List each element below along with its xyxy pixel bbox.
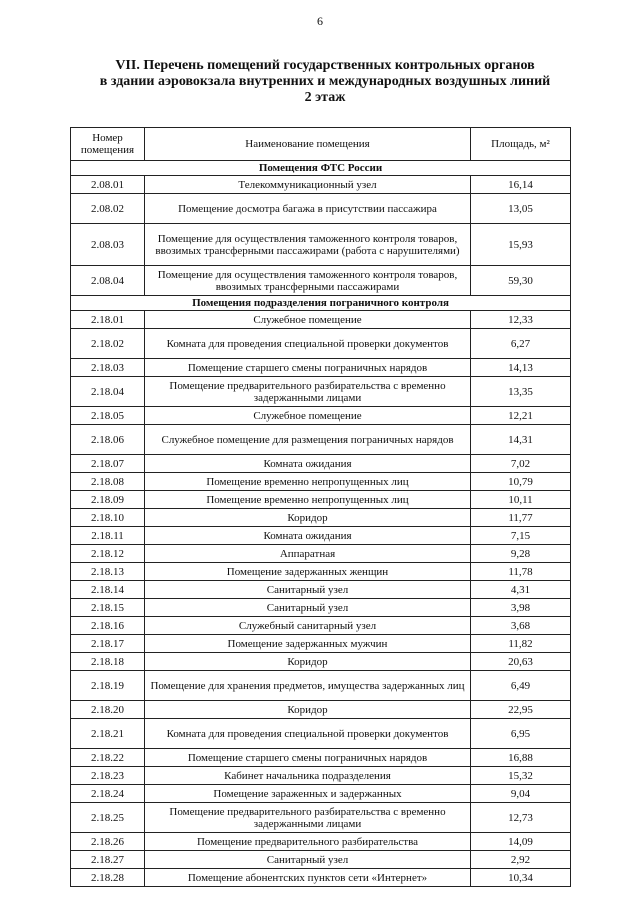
cell-room-number: 2.18.22 — [71, 749, 145, 767]
table-row — [71, 491, 571, 509]
cell-room-name: Помещение временно непропущенных лиц — [145, 473, 471, 491]
cell-area: 13,35 — [471, 377, 571, 407]
cell-area: 3,68 — [471, 617, 571, 635]
document-heading — [60, 58, 590, 106]
cell-room-number: 2.18.17 — [71, 635, 145, 653]
table-row — [71, 329, 571, 359]
table-body — [71, 161, 571, 887]
cell-room-number: 2.08.04 — [71, 266, 145, 296]
cell-room-number: 2.18.10 — [71, 509, 145, 527]
cell-room-number: 2.18.14 — [71, 581, 145, 599]
table-row — [71, 617, 571, 635]
table-row — [71, 509, 571, 527]
section-title: Помещения подразделения пограничного контроля — [71, 296, 571, 311]
cell-area: 59,30 — [471, 266, 571, 296]
heading-line-2: в здании аэровокзала внутренних и международных воздушных линий — [99, 74, 551, 89]
page-number: 6 — [317, 14, 323, 28]
section-title: Помещения ФТС России — [71, 161, 571, 176]
cell-room-number: 2.08.03 — [71, 224, 145, 266]
cell-room-number: 2.18.16 — [71, 617, 145, 635]
cell-area: 4,31 — [471, 581, 571, 599]
table-row — [71, 635, 571, 653]
cell-room-number: 2.18.19 — [71, 671, 145, 701]
table-row — [71, 407, 571, 425]
header-room-name: Наименование помещения — [145, 128, 471, 161]
cell-room-name: Коридор — [145, 701, 471, 719]
cell-room-name: Коридор — [145, 653, 471, 671]
cell-area: 12,21 — [471, 407, 571, 425]
cell-room-number: 2.18.02 — [71, 329, 145, 359]
cell-area: 12,33 — [471, 311, 571, 329]
cell-room-name: Помещение предварительного разбирательства с временно задержанными лицами — [145, 377, 471, 407]
cell-area: 11,78 — [471, 563, 571, 581]
header-area: Площадь, м² — [471, 128, 571, 161]
table-row — [71, 473, 571, 491]
cell-room-name: Телекоммуникационный узел — [145, 176, 471, 194]
cell-room-number: 2.18.08 — [71, 473, 145, 491]
cell-room-name: Комната для проведения специальной проверки документов — [145, 329, 471, 359]
table-row — [71, 599, 571, 617]
cell-area: 10,34 — [471, 869, 571, 887]
cell-room-number: 2.18.04 — [71, 377, 145, 407]
table-row — [71, 785, 571, 803]
cell-room-number: 2.18.28 — [71, 869, 145, 887]
cell-room-number: 2.18.12 — [71, 545, 145, 563]
cell-room-name: Помещение задержанных мужчин — [145, 635, 471, 653]
cell-area: 7,02 — [471, 455, 571, 473]
section-row — [71, 296, 571, 311]
cell-room-name: Помещение досмотра багажа в присутствии пассажира — [145, 194, 471, 224]
table-row — [71, 581, 571, 599]
table-row — [71, 833, 571, 851]
cell-area: 11,82 — [471, 635, 571, 653]
cell-room-number: 2.18.13 — [71, 563, 145, 581]
cell-area: 12,73 — [471, 803, 571, 833]
table-row — [71, 359, 571, 377]
cell-room-name: Помещение временно непропущенных лиц — [145, 491, 471, 509]
cell-room-name: Помещение старшего смены пограничных нарядов — [145, 359, 471, 377]
cell-area: 3,98 — [471, 599, 571, 617]
cell-room-name: Помещение для осуществления таможенного контроля товаров, ввозимых трансферными пассажирами (работа с нарушителями) — [145, 224, 471, 266]
cell-room-number: 2.18.24 — [71, 785, 145, 803]
cell-room-name: Санитарный узел — [145, 599, 471, 617]
cell-room-name: Коридор — [145, 509, 471, 527]
cell-room-number: 2.18.05 — [71, 407, 145, 425]
rooms-table — [70, 127, 571, 887]
table-row — [71, 455, 571, 473]
table-row — [71, 527, 571, 545]
cell-room-name: Помещение задержанных женщин — [145, 563, 471, 581]
cell-room-name: Помещение зараженных и задержанных — [145, 785, 471, 803]
cell-area: 10,79 — [471, 473, 571, 491]
cell-room-number: 2.18.09 — [71, 491, 145, 509]
cell-area: 15,93 — [471, 224, 571, 266]
table-row — [71, 194, 571, 224]
cell-area: 14,31 — [471, 425, 571, 455]
cell-room-number: 2.18.15 — [71, 599, 145, 617]
cell-room-name: Помещение предварительного разбирательства — [145, 833, 471, 851]
table-row — [71, 701, 571, 719]
table-row — [71, 719, 571, 749]
cell-area: 2,92 — [471, 851, 571, 869]
cell-room-number: 2.18.03 — [71, 359, 145, 377]
table-row — [71, 176, 571, 194]
cell-room-name: Кабинет начальника подразделения — [145, 767, 471, 785]
cell-room-name: Помещение для осуществления таможенного контроля товаров, ввозимых трансферными пассажирами — [145, 266, 471, 296]
cell-room-number: 2.18.21 — [71, 719, 145, 749]
cell-room-number: 2.18.18 — [71, 653, 145, 671]
cell-room-number: 2.08.02 — [71, 194, 145, 224]
cell-area: 6,95 — [471, 719, 571, 749]
cell-room-name: Помещение предварительного разбирательства с временно задержанными лицами — [145, 803, 471, 833]
cell-area: 9,28 — [471, 545, 571, 563]
cell-room-number: 2.18.25 — [71, 803, 145, 833]
cell-area: 16,88 — [471, 749, 571, 767]
table-row — [71, 749, 571, 767]
cell-room-number: 2.18.27 — [71, 851, 145, 869]
cell-room-number: 2.18.06 — [71, 425, 145, 455]
cell-area: 6,49 — [471, 671, 571, 701]
cell-area: 14,13 — [471, 359, 571, 377]
table-row — [71, 653, 571, 671]
header-room-number: Номер помещения — [71, 128, 145, 161]
cell-room-name: Помещение старшего смены пограничных нарядов — [145, 749, 471, 767]
cell-area: 9,04 — [471, 785, 571, 803]
cell-area: 7,15 — [471, 527, 571, 545]
heading-line-1: VII. Перечень помещений государственных контрольных органов — [115, 58, 535, 73]
cell-area: 15,32 — [471, 767, 571, 785]
cell-area: 11,77 — [471, 509, 571, 527]
cell-room-number: 2.18.20 — [71, 701, 145, 719]
cell-area: 13,05 — [471, 194, 571, 224]
cell-room-name: Санитарный узел — [145, 851, 471, 869]
cell-room-name: Помещение абонентских пунктов сети «Интернет» — [145, 869, 471, 887]
cell-room-name: Служебное помещение для размещения пограничных нарядов — [145, 425, 471, 455]
table-row — [71, 545, 571, 563]
table-row — [71, 563, 571, 581]
table-row — [71, 266, 571, 296]
cell-room-number: 2.18.26 — [71, 833, 145, 851]
cell-room-name: Служебное помещение — [145, 311, 471, 329]
table-row — [71, 671, 571, 701]
cell-area: 16,14 — [471, 176, 571, 194]
cell-area: 20,63 — [471, 653, 571, 671]
cell-room-name: Комната ожидания — [145, 527, 471, 545]
cell-room-name: Комната ожидания — [145, 455, 471, 473]
cell-area: 22,95 — [471, 701, 571, 719]
table-row — [71, 377, 571, 407]
cell-area: 14,09 — [471, 833, 571, 851]
table-row — [71, 851, 571, 869]
table-row — [71, 224, 571, 266]
cell-room-name: Служебное помещение — [145, 407, 471, 425]
cell-room-name: Аппаратная — [145, 545, 471, 563]
heading-line-3: 2 этаж — [304, 90, 346, 105]
cell-area: 6,27 — [471, 329, 571, 359]
table-row — [71, 803, 571, 833]
cell-room-number: 2.18.23 — [71, 767, 145, 785]
table-row — [71, 869, 571, 887]
cell-room-name: Комната для проведения специальной проверки документов — [145, 719, 471, 749]
table-row — [71, 767, 571, 785]
cell-room-name: Служебный санитарный узел — [145, 617, 471, 635]
table-row — [71, 425, 571, 455]
table-header-row — [71, 128, 571, 161]
cell-room-number: 2.18.07 — [71, 455, 145, 473]
section-row — [71, 161, 571, 176]
cell-area: 10,11 — [471, 491, 571, 509]
table-row — [71, 311, 571, 329]
cell-room-name: Помещение для хранения предметов, имущества задержанных лиц — [145, 671, 471, 701]
cell-room-number: 2.18.01 — [71, 311, 145, 329]
cell-room-number: 2.08.01 — [71, 176, 145, 194]
cell-room-number: 2.18.11 — [71, 527, 145, 545]
cell-room-name: Санитарный узел — [145, 581, 471, 599]
